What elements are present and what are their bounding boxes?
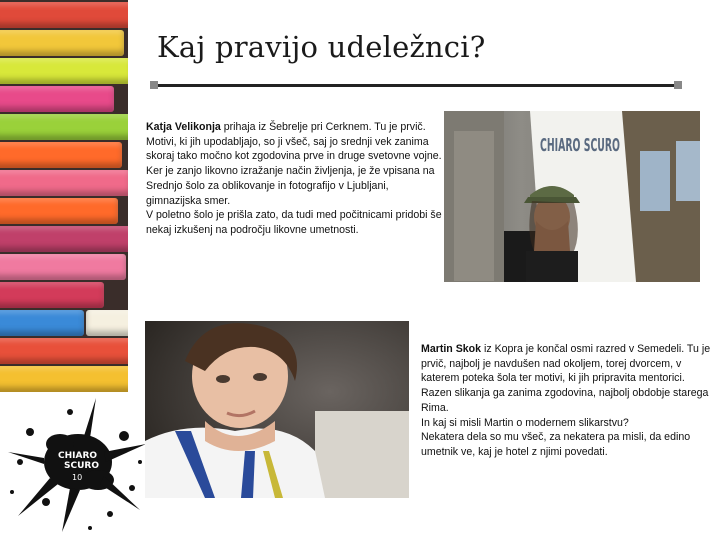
participant1-name: Katja Velikonja [146, 121, 221, 133]
participant2-intro: iz Kopra je končal osmi razred v Semedeli. Tu je prvič, najbolj je navdušen nad okoljem, torej dvorcem, v katerem poteka šola ter motivi, ki jih pripravita mentorici. [421, 343, 711, 385]
participant1-line3: V poletno šolo je prišla zato, da tudi med počitnicami pridobi še nekaj izkušenj na področju likovne umetnosti. [146, 209, 442, 236]
logo-line1: CHIARO [58, 451, 98, 461]
participant1-line1 [146, 120, 446, 164]
logo-line2: SCURO [64, 461, 99, 471]
title-underline-left-cap [150, 81, 158, 89]
photo-sign-text: CHIARO SCURO [540, 135, 620, 156]
title-underline-right-cap [674, 81, 682, 89]
participant2-name: Martin Skok [421, 343, 482, 355]
participant2-text [421, 342, 719, 460]
katja-photo [444, 111, 700, 282]
participant2-line3: In kaj si misli Martin o modernem slikarstvu? [421, 416, 629, 429]
title-underline [150, 84, 680, 87]
martin-photo [145, 321, 409, 498]
participant2-line4: Nekatera dela so mu všeč, za nekatera pa misli, da edino umetnik ve, kaj je hotel z njimi povedati. [421, 431, 691, 458]
participant2-line2: Razen slikanja ga zanima zgodovina, najbolj obdobje starega Rima. [421, 387, 709, 414]
logo-line3: 10 [72, 473, 83, 482]
participant2-line1 [421, 342, 719, 386]
participant1-line2: Ker je zanjo likovno izražanje način življenja, je že vpisana na Srednjo šolo za oblikovanje in fotografijo v Ljubljani, gimnazijska smer. [146, 165, 435, 207]
pastel-sticks-image [0, 0, 128, 392]
chiaroscuro-logo [0, 392, 150, 540]
slide-title: Kaj pravijo udeležnci? [157, 30, 486, 64]
participant1-intro: prihaja iz Šebrelje pri Cerknem. Tu je prvič. Motivi, ki jih upodabljajo, so ji všeč, saj jo srednji vek zanima skoraj tako močno kot zgodovina prve in druge svetovne vojne. [146, 121, 442, 163]
participant1-text [146, 120, 446, 238]
